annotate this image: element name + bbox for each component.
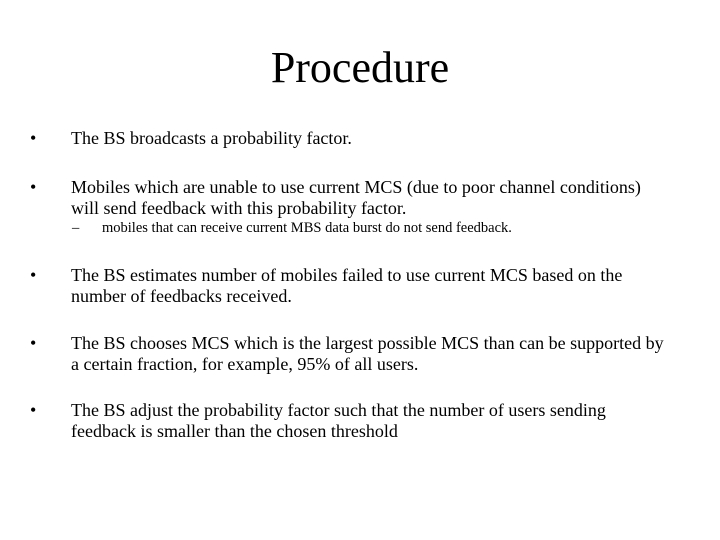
- bullet-text: Mobiles which are unable to use current MCS (due to poor channel conditions) will send feedback with this probability factor.: [71, 177, 641, 218]
- bullet-mark: •: [30, 177, 37, 197]
- bullet-text: The BS chooses MCS which is the largest possible MCS than can be supported by a certain fraction, for example, 95% of all users.: [71, 333, 664, 374]
- bullet-mark: •: [30, 333, 37, 353]
- bullet-item: [30, 400, 670, 442]
- sub-bullet-mark: –: [72, 220, 80, 236]
- bullet-mark: •: [30, 400, 37, 420]
- sub-bullet-text: mobiles that can receive current MBS data burst do not send feedback.: [102, 220, 512, 236]
- sub-bullet-item: [72, 219, 672, 237]
- bullet-text: The BS broadcasts a probability factor.: [71, 128, 352, 148]
- bullet-mark: •: [30, 265, 37, 285]
- bullet-item: [30, 265, 670, 307]
- bullet-text: The BS estimates number of mobiles failed to use current MCS based on the number of feedbacks received.: [71, 265, 623, 306]
- slide-title: Procedure: [270, 43, 450, 92]
- bullet-item: [30, 177, 670, 219]
- bullet-text: The BS adjust the probability factor such that the number of users sending feedback is smaller than the chosen threshold: [71, 400, 606, 441]
- bullet-item: [30, 333, 670, 375]
- bullet-mark: •: [30, 128, 37, 148]
- bullet-item: [30, 128, 670, 149]
